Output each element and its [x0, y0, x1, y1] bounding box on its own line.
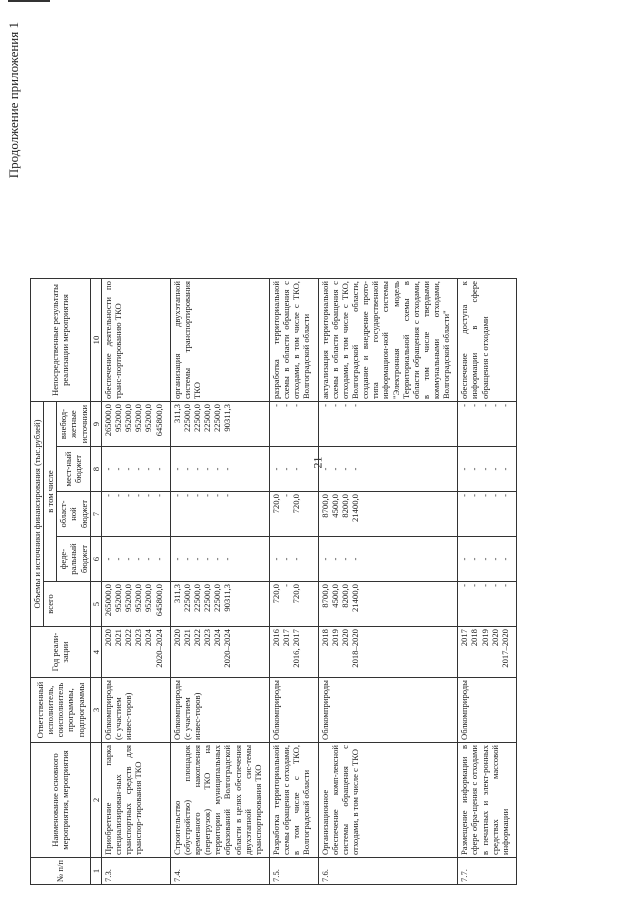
federal-budget-value: -	[291, 557, 302, 561]
years-value: 2019	[479, 629, 490, 647]
col-number: 1	[90, 858, 101, 885]
activity-name: Строительство (обустройство) площадок временного накопления (перегрузок) ТКО на территории муниципальных образований Волгоградской области в целях обеспечения двухэтапной сис-темы транспортирования ТКО	[170, 743, 269, 858]
local-budget	[269, 447, 318, 492]
local-budget-value: -	[202, 467, 213, 471]
activity-name: Размещение информации в сфере обра-щения с отходами в печатных и элект-ронных средствах массовой информации	[458, 743, 517, 858]
years-value: 2021	[112, 629, 123, 647]
federal-budget-value: -	[329, 557, 340, 561]
regional-budget-value: 720,0	[270, 494, 281, 514]
local-budget-value: -	[281, 467, 292, 471]
years	[458, 627, 517, 678]
regional-budget-value: 4500,0	[329, 494, 340, 518]
result: обеспечение деятельности по транс-портированию ТКО	[101, 279, 170, 402]
years-value: 2020	[489, 629, 500, 647]
extra-budget	[269, 402, 318, 447]
years	[170, 627, 269, 678]
local-budget-value: -	[499, 467, 510, 471]
years-value: 2020	[102, 629, 113, 647]
continuation-label: Продолжение приложения 1	[6, 22, 21, 179]
col-number: 6	[90, 537, 101, 582]
local-budget-value: -	[191, 467, 202, 471]
col-number: 3	[90, 678, 101, 743]
column-number-row	[90, 279, 101, 885]
header-year: Год реали-зации	[31, 627, 91, 678]
total-value: 311,3	[171, 584, 182, 604]
local-budget-value: -	[102, 467, 113, 471]
federal-budget	[269, 537, 318, 582]
total-value: 645800,0	[153, 584, 164, 617]
regional-budget-value: -	[143, 494, 154, 497]
regional-budget-value: -	[102, 494, 113, 497]
header-name: Наименование основного мероприятия, мероприятия	[31, 743, 91, 858]
regional-budget-value: 21400,0	[349, 494, 360, 522]
federal-budget-value: -	[489, 557, 500, 561]
extra-budget-value: 265000,0	[102, 404, 113, 437]
federal-budget-value: -	[181, 557, 192, 561]
years-value: 2017–2020	[499, 629, 510, 668]
federal-budget-value: -	[112, 557, 123, 561]
years-value: 2016	[270, 629, 281, 647]
regional-budget-value: -	[281, 494, 292, 497]
local-budget	[101, 447, 170, 492]
local-budget-value: -	[270, 467, 281, 471]
years-value: 2024	[143, 629, 154, 647]
extra-budget-value: 95200,0	[112, 404, 123, 432]
local-budget-value: -	[489, 467, 500, 471]
regional-budget-value: -	[123, 494, 134, 497]
extra-budget-value: -	[339, 404, 350, 407]
regional-budget-value: -	[133, 494, 144, 497]
federal-budget	[170, 537, 269, 582]
local-budget-value: -	[153, 467, 164, 471]
years-value: 2019	[329, 629, 340, 647]
years-value: 2017	[281, 629, 292, 647]
years-value: 2016, 2017	[291, 629, 302, 668]
col-number: 7	[90, 492, 101, 537]
regional-budget-value: 8200,0	[339, 494, 350, 518]
executor: Облкомприроды	[458, 678, 517, 743]
extra-budget-value: -	[489, 404, 500, 407]
total-value: -	[459, 584, 470, 587]
extra-budget-value: 311,3	[171, 404, 182, 424]
local-budget-value: -	[479, 467, 490, 471]
total-value: 22500,0	[181, 584, 192, 612]
years-value: 2017	[459, 629, 470, 647]
total-value: 22500,0	[191, 584, 202, 612]
row-number: 7.7.	[458, 858, 517, 885]
local-budget-value: -	[459, 467, 470, 471]
federal-budget-value: -	[123, 557, 134, 561]
corner-mark	[8, 0, 50, 2]
regional-budget-value: 8700,0	[319, 494, 330, 518]
result: организация двухэтапной системы транспортирования ТКО	[170, 279, 269, 402]
extra-budget-value: 95200,0	[123, 404, 134, 432]
local-budget-value: -	[171, 467, 182, 471]
total-value: 22500,0	[202, 584, 213, 612]
federal-budget-value: -	[133, 557, 144, 561]
local-budget-value: -	[319, 467, 330, 471]
federal-budget-value: -	[270, 557, 281, 561]
extra-budget	[318, 402, 458, 447]
regional-budget	[458, 492, 517, 537]
federal-budget	[458, 537, 517, 582]
federal-budget-value: -	[281, 557, 292, 561]
regional-budget	[269, 492, 318, 537]
col-number: 9	[90, 402, 101, 447]
regional-budget-value: -	[153, 494, 164, 497]
years	[269, 627, 318, 678]
years-value: 2018	[319, 629, 330, 647]
local-budget-value: -	[339, 467, 350, 471]
extra-budget-value: -	[329, 404, 340, 407]
local-budget	[170, 447, 269, 492]
federal-budget-value: -	[499, 557, 510, 561]
federal-budget-value: -	[202, 557, 213, 561]
total-value: 90311,3	[222, 584, 233, 612]
regional-budget-value: -	[202, 494, 213, 497]
total-value: 21400,0	[349, 584, 360, 612]
result: разработка территориальной схемы в области обращения с отходами, в том числе с ТКО, Волгоградской области	[269, 279, 318, 402]
local-budget-value: -	[349, 467, 360, 471]
extra-budget	[101, 402, 170, 447]
years-value: 2020–2024	[222, 629, 233, 668]
years-value: 2022	[123, 629, 134, 647]
executor: Облкомприроды	[269, 678, 318, 743]
table-row	[170, 279, 269, 885]
total-value: -	[499, 584, 510, 587]
total	[170, 582, 269, 627]
regional-budget-value: -	[181, 494, 192, 497]
total-value: 720,0	[270, 584, 281, 604]
total-value: 95200,0	[112, 584, 123, 612]
regional-budget-value: -	[479, 494, 490, 497]
federal-budget-value: -	[102, 557, 113, 561]
activity-name: Приобретение парка специализирован-ных транспортных средств для транспор-тирования ТКО	[101, 743, 170, 858]
header-total: всего	[44, 582, 91, 627]
local-budget-value: -	[291, 467, 302, 471]
row-number: 7.4.	[170, 858, 269, 885]
row-number: 7.6.	[318, 858, 458, 885]
federal-budget-value: -	[339, 557, 350, 561]
row-number: 7.3.	[101, 858, 170, 885]
regional-budget-value: -	[191, 494, 202, 497]
federal-budget	[101, 537, 170, 582]
col-number: 5	[90, 582, 101, 627]
page-number: 21	[310, 456, 325, 469]
years-value: 2020	[339, 629, 350, 647]
program-table	[30, 278, 517, 885]
regional-budget-value: -	[212, 494, 223, 497]
result: актуализация территориальной схемы в области обращения с отходами, в том числе с ТКО, Волгоградской области, создание и внедрение прото-типа государственной информацион-ной системы "Электронная модель Территориальной схемы в области обращения с отходами, в том числе твердыми коммунальными отходами, Волгоградской области"	[318, 279, 458, 402]
total-value: 8700,0	[319, 584, 330, 608]
executor: Облкомприроды	[318, 678, 458, 743]
total-value: -	[479, 584, 490, 587]
extra-budget-value: -	[291, 404, 302, 407]
regional-budget-value: -	[459, 494, 470, 497]
executor: Облкомприроды (с участием инвес-торов)	[101, 678, 170, 743]
extra-budget-value: -	[469, 404, 480, 407]
activity-name: Организационное обеспечение комп-лексной системы обращения с отходами, в том числе с ТКО	[318, 743, 458, 858]
row-number: 7.5.	[269, 858, 318, 885]
local-budget-value: -	[133, 467, 144, 471]
federal-budget-value: -	[153, 557, 164, 561]
regional-budget-value: -	[489, 494, 500, 497]
total-value: 265000,0	[102, 584, 113, 617]
local-budget	[318, 447, 458, 492]
regional-budget-value: -	[112, 494, 123, 497]
federal-budget-value: -	[459, 557, 470, 561]
header-fed: феде-ральный бюджет	[57, 537, 90, 582]
regional-budget	[101, 492, 170, 537]
years-value: 2020–2024	[153, 629, 164, 668]
total-value: -	[281, 584, 292, 587]
table-row	[269, 279, 318, 885]
years-value: 2022	[191, 629, 202, 647]
rotated-table-sheet	[6, 20, 620, 885]
total-value: 720,0	[291, 584, 302, 604]
years-value: 2020	[171, 629, 182, 647]
header-no: № п/п	[31, 858, 91, 885]
total-value: 8200,0	[339, 584, 350, 608]
executor: Облкомприроды (с участием инвес-торов)	[170, 678, 269, 743]
years-value: 2023	[133, 629, 144, 647]
col-number: 4	[90, 627, 101, 678]
result: обеспечение доступа к информации в сфере обращения с отходами	[458, 279, 517, 402]
years	[101, 627, 170, 678]
local-budget-value: -	[143, 467, 154, 471]
federal-budget-value: -	[349, 557, 360, 561]
header-loc: мест-ный бюджет	[57, 447, 90, 492]
local-budget-value: -	[329, 467, 340, 471]
federal-budget-value: -	[319, 557, 330, 561]
regional-budget-value: -	[469, 494, 480, 497]
total	[458, 582, 517, 627]
federal-budget-value: -	[171, 557, 182, 561]
extra-budget-value: 95200,0	[133, 404, 144, 432]
regional-budget-value: 720,0	[291, 494, 302, 514]
federal-budget-value: -	[222, 557, 233, 561]
header-finance: Объемы и источники финансирования (тыс.рублей)	[31, 402, 44, 627]
total-value: -	[489, 584, 500, 587]
extra-budget-value: -	[459, 404, 470, 407]
local-budget-value: -	[123, 467, 134, 471]
years	[318, 627, 458, 678]
local-budget-value: -	[112, 467, 123, 471]
total	[101, 582, 170, 627]
table-body	[101, 279, 516, 885]
federal-budget-value: -	[479, 557, 490, 561]
local-budget-value: -	[222, 467, 233, 471]
years-value: 2018–2020	[349, 629, 360, 668]
total	[318, 582, 458, 627]
regional-budget	[318, 492, 458, 537]
total-value: 95200,0	[123, 584, 134, 612]
extra-budget-value: 22500,0	[181, 404, 192, 432]
header-ext: внебюд-жетные источники	[57, 402, 90, 447]
extra-budget-value: 22500,0	[191, 404, 202, 432]
extra-budget-value: -	[281, 404, 292, 407]
header-result: Непосредственные результаты реализации мероприятия	[31, 279, 91, 402]
activity-name: Разработка территориальной схемы обращения с отходами, в том числе с ТКО, Волгоградской области	[269, 743, 318, 858]
extra-budget-value: 645800,0	[153, 404, 164, 437]
federal-budget-value: -	[143, 557, 154, 561]
federal-budget	[318, 537, 458, 582]
total-value: -	[469, 584, 480, 587]
extra-budget-value: -	[479, 404, 490, 407]
years-value: 2018	[469, 629, 480, 647]
table-row	[101, 279, 170, 885]
extra-budget	[458, 402, 517, 447]
extra-budget-value: -	[349, 404, 360, 407]
total	[269, 582, 318, 627]
local-budget-value: -	[181, 467, 192, 471]
local-budget-value: -	[469, 467, 480, 471]
header-exec: Ответственный исполнитель, соисполнитель программы, подпрограммы	[31, 678, 91, 743]
extra-budget-value: -	[499, 404, 510, 407]
total-value: 95200,0	[133, 584, 144, 612]
table-row	[458, 279, 517, 885]
col-number: 2	[90, 743, 101, 858]
local-budget-value: -	[212, 467, 223, 471]
years-value: 2023	[202, 629, 213, 647]
federal-budget-value: -	[212, 557, 223, 561]
extra-budget	[170, 402, 269, 447]
regional-budget-value: -	[171, 494, 182, 497]
extra-budget-value: 22500,0	[212, 404, 223, 432]
extra-budget-value: -	[270, 404, 281, 407]
years-value: 2024	[212, 629, 223, 647]
extra-budget-value: -	[319, 404, 330, 407]
header-reg: област-ной бюджет	[57, 492, 90, 537]
years-value: 2021	[181, 629, 192, 647]
regional-budget-value: -	[499, 494, 510, 497]
total-value: 22500,0	[212, 584, 223, 612]
extra-budget-value: 90311,3	[222, 404, 233, 432]
extra-budget-value: 95200,0	[143, 404, 154, 432]
col-number: 10	[90, 279, 101, 402]
regional-budget-value: -	[222, 494, 233, 497]
total-value: 95200,0	[143, 584, 154, 612]
extra-budget-value: 22500,0	[202, 404, 213, 432]
regional-budget	[170, 492, 269, 537]
total-value: 4500,0	[329, 584, 340, 608]
header-incl: в том числе	[44, 402, 57, 582]
table-row	[318, 279, 458, 885]
federal-budget-value: -	[469, 557, 480, 561]
local-budget	[458, 447, 517, 492]
col-number: 8	[90, 447, 101, 492]
federal-budget-value: -	[191, 557, 202, 561]
